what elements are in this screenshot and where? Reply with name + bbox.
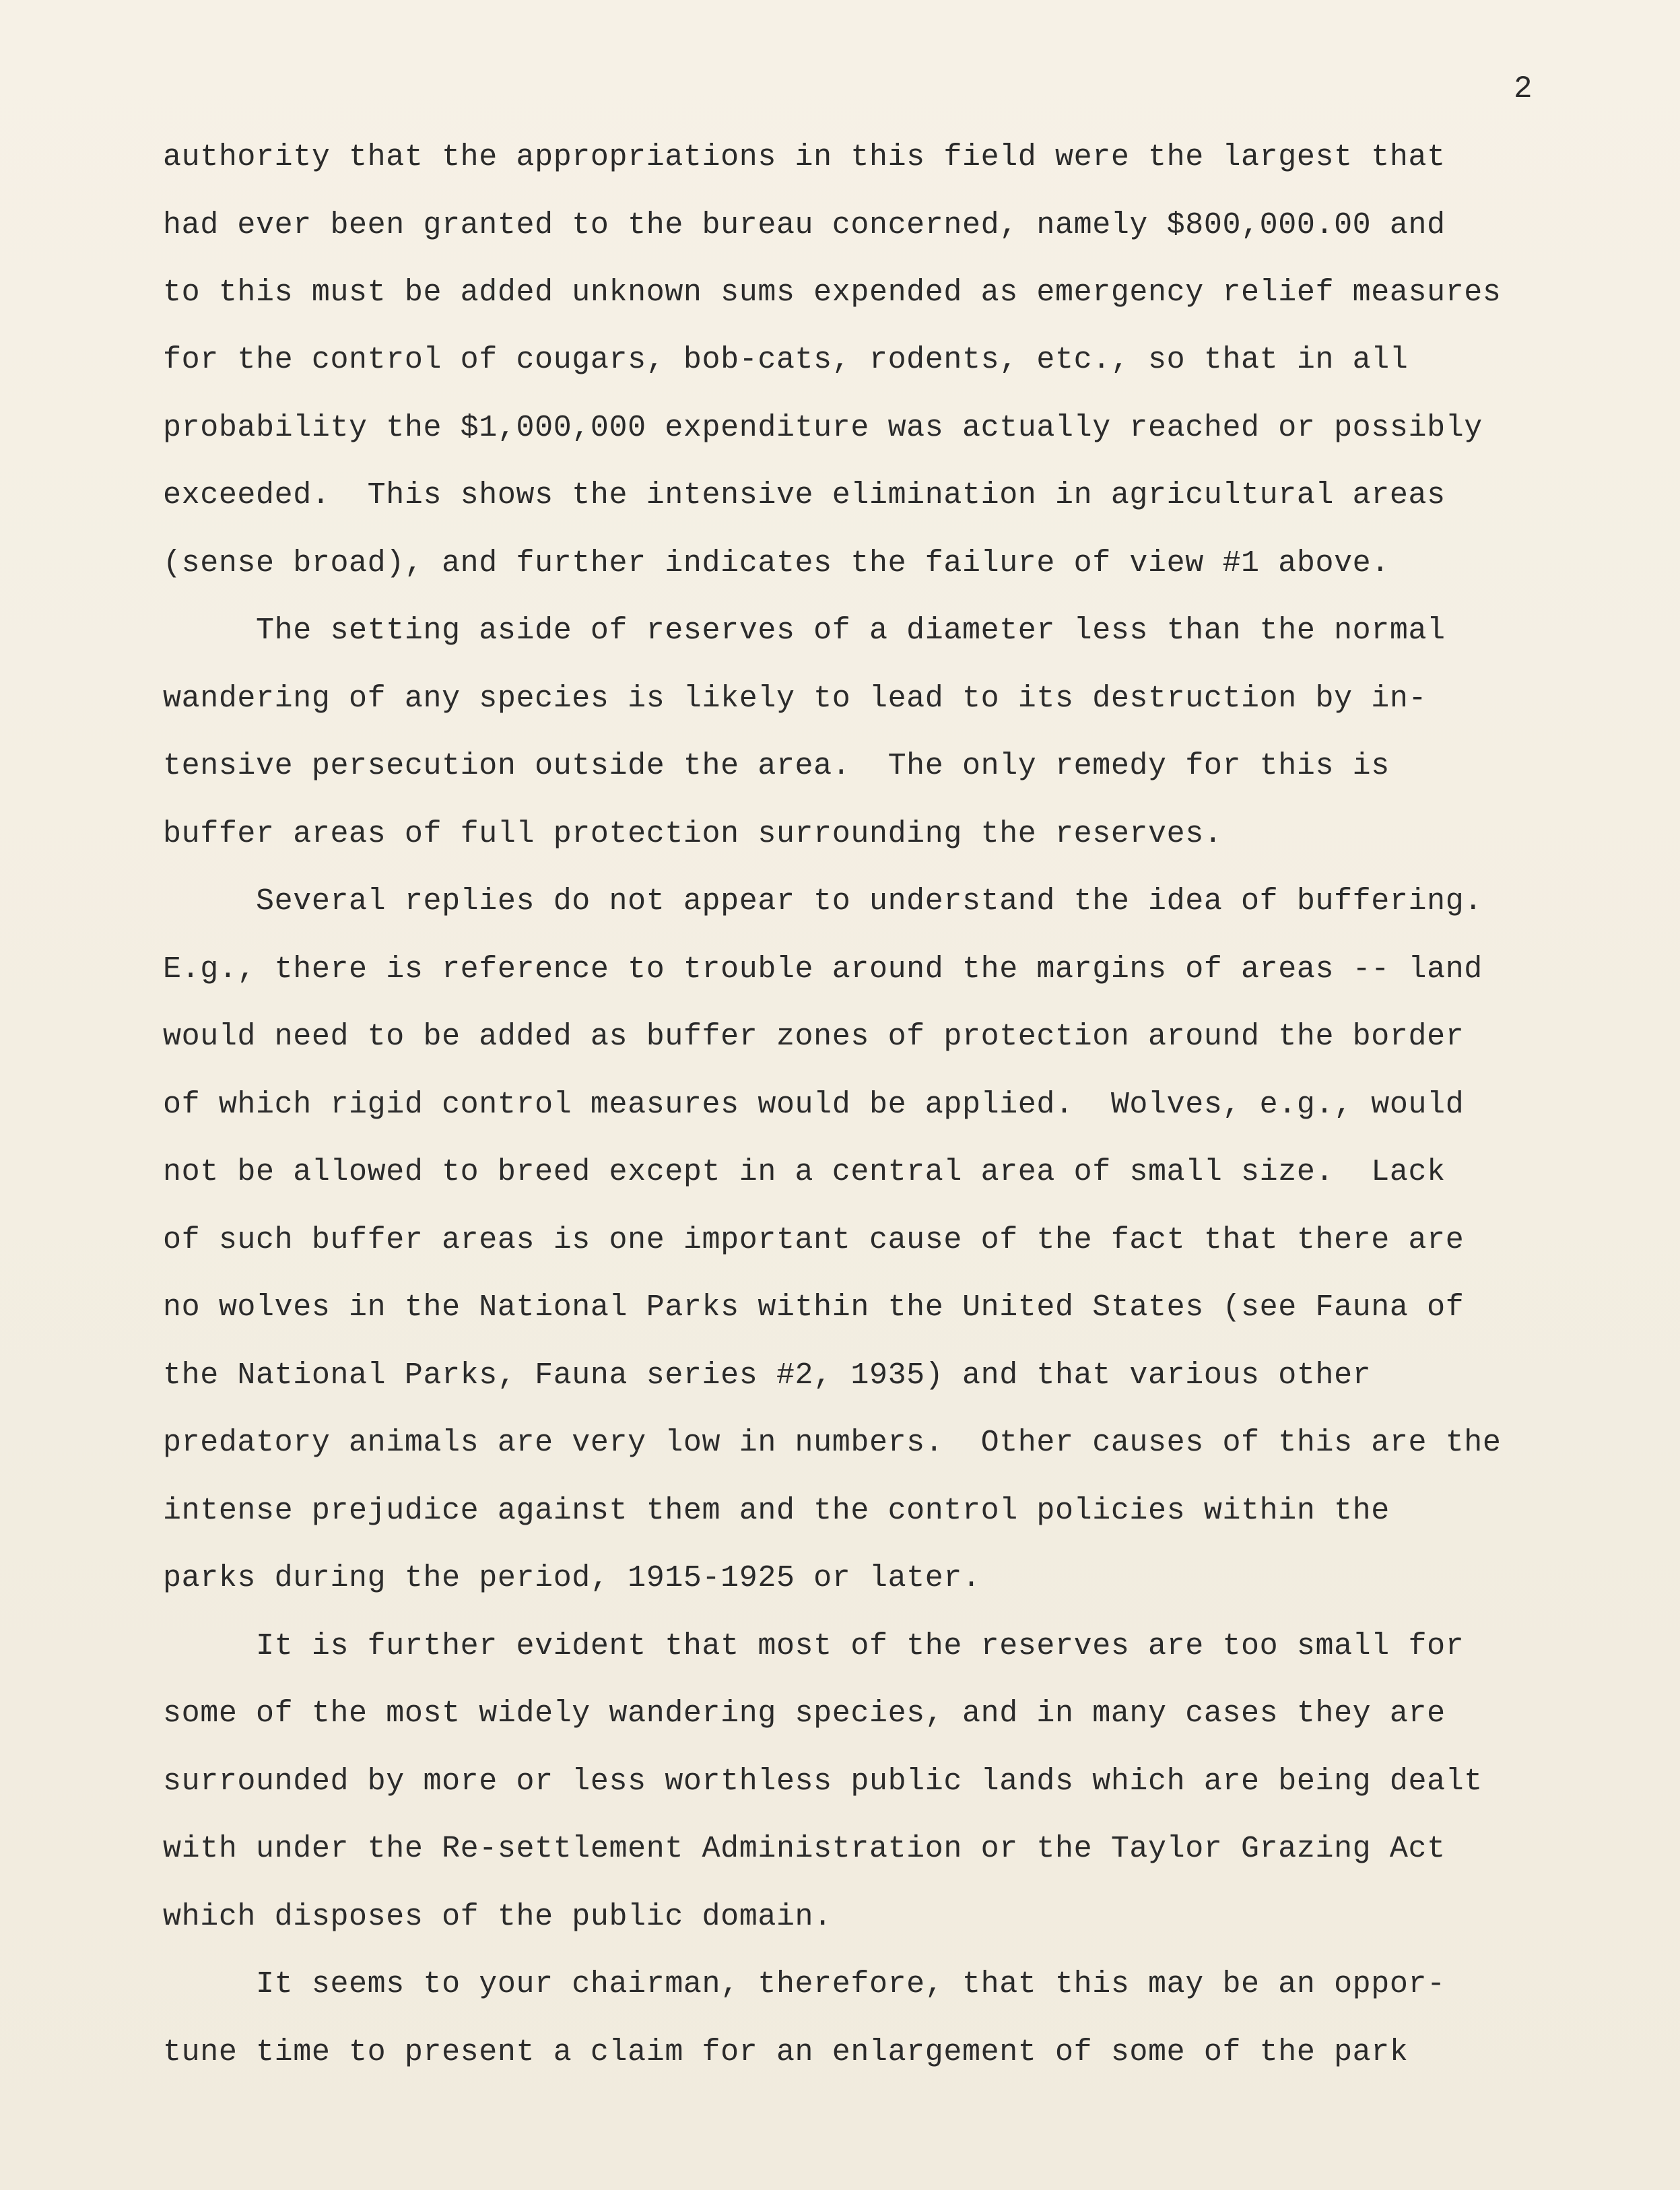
text-line: predatory animals are very low in numbers. Other causes of this are the — [163, 1426, 1502, 1460]
text-line: tune time to present a claim for an enlargement of some of the park — [163, 2035, 1409, 2069]
text-line: for the control of cougars, bob-cats, rodents, etc., so that in all — [163, 343, 1409, 377]
text-line: of which rigid control measures would be applied. Wolves, e.g., would — [163, 1088, 1465, 1122]
text-line: which disposes of the public domain. — [163, 1900, 832, 1934]
text-line: It is further evident that most of the reserves are too small for — [163, 1629, 1465, 1663]
text-line: not be allowed to breed except in a central area of small size. Lack — [163, 1155, 1446, 1189]
text-line: probability the $1,000,000 expenditure was actually reached or possibly — [163, 411, 1483, 445]
text-line: some of the most widely wandering species, and in many cases they are — [163, 1696, 1446, 1731]
text-line: Several replies do not appear to understand the idea of buffering. — [163, 884, 1483, 919]
text-line: of such buffer areas is one important cause of the fact that there are — [163, 1223, 1465, 1257]
text-line: the National Parks, Fauna series #2, 1935) and that various other — [163, 1358, 1372, 1393]
text-line: authority that the appropriations in this field were the largest that — [163, 140, 1446, 174]
text-line: (sense broad), and further indicates the failure of view #1 above. — [163, 546, 1390, 580]
text-line: E.g., there is reference to trouble around the margins of areas -- land — [163, 952, 1483, 987]
text-line: wandering of any species is likely to lead to its destruction by in- — [163, 682, 1427, 716]
text-line: had ever been granted to the bureau concerned, namely $800,000.00 and — [163, 208, 1446, 242]
text-line: tensive persecution outside the area. The only remedy for this is — [163, 749, 1390, 783]
text-line: intense prejudice against them and the control policies within the — [163, 1494, 1390, 1528]
text-line: with under the Re-settlement Administration or the Taylor Grazing Act — [163, 1832, 1446, 1866]
text-line: to this must be added unknown sums expended as emergency relief measures — [163, 275, 1502, 310]
page-number: 2 — [1514, 71, 1533, 106]
text-line: exceeded. This shows the intensive elimination in agricultural areas — [163, 478, 1446, 512]
text-line: would need to be added as buffer zones of protection around the border — [163, 1020, 1465, 1054]
text-line: buffer areas of full protection surrounding the reserves. — [163, 817, 1223, 851]
text-line: no wolves in the National Parks within the United States (see Fauna of — [163, 1290, 1465, 1325]
text-line: It seems to your chairman, therefore, that this may be an oppor- — [163, 1967, 1446, 2001]
text-line: surrounded by more or less worthless public lands which are being dealt — [163, 1764, 1483, 1799]
text-line: The setting aside of reserves of a diameter less than the normal — [163, 613, 1446, 648]
text-line: parks during the period, 1915-1925 or later. — [163, 1561, 981, 1595]
